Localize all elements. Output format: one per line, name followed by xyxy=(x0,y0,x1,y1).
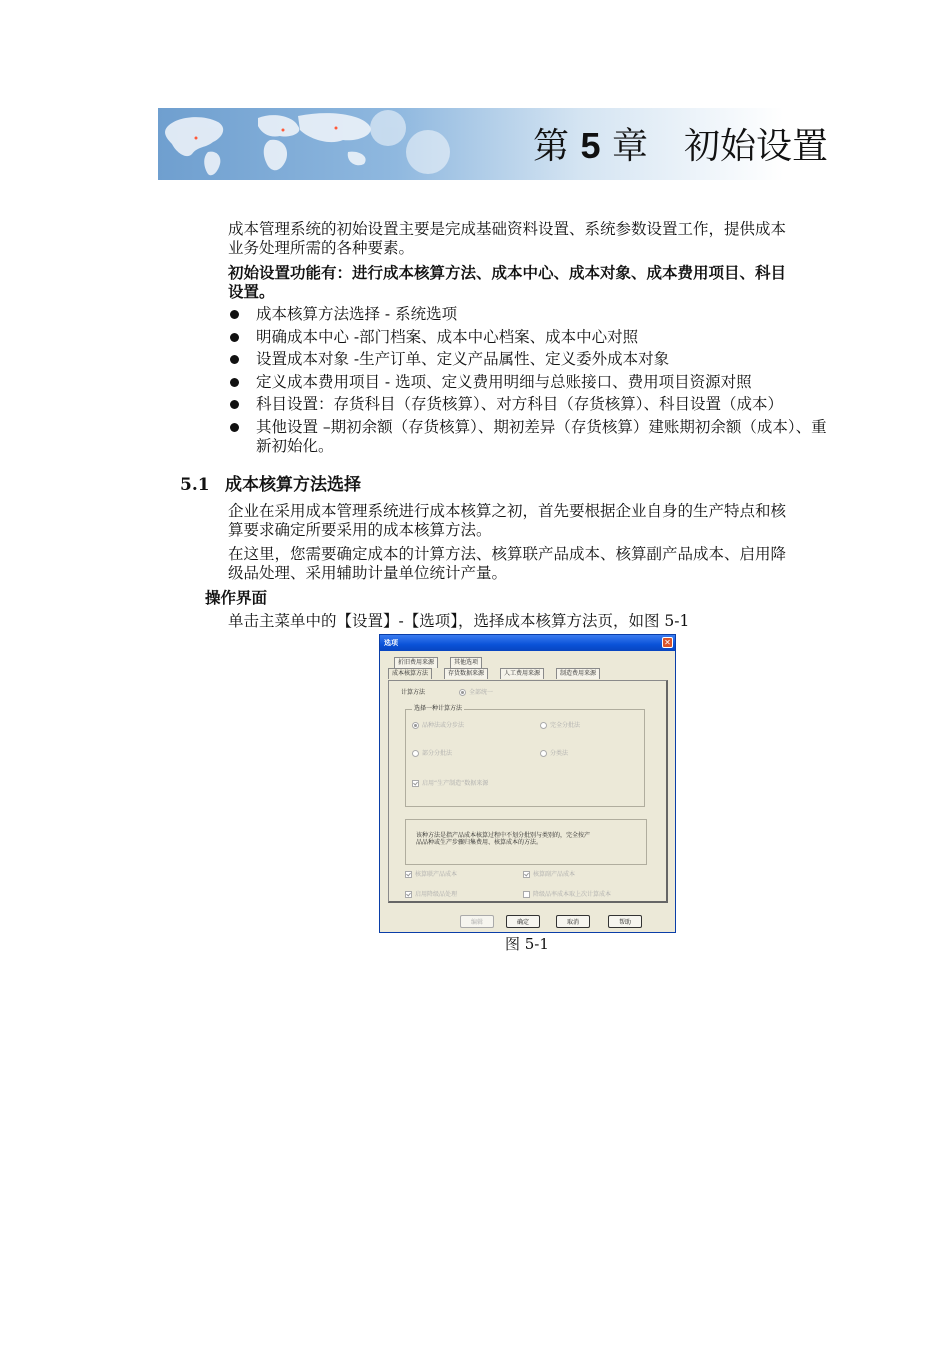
close-icon[interactable]: ✕ xyxy=(662,637,673,648)
body-paragraph-2: 在这里，您需要确定成本的计算方法、核算联产品成本、核算副产品成本、启用降 级品处理、采用辅助计量单位统计产量。 xyxy=(228,545,787,582)
by-product-checkbox[interactable]: 核算副产品成本 xyxy=(523,871,575,879)
tab-depreciation-source[interactable]: 折旧费用来源 xyxy=(394,657,438,668)
options-dialog xyxy=(379,634,676,933)
tab-inventory-source[interactable]: 存货数据来源 xyxy=(444,668,488,679)
chapter-prefix: 第 xyxy=(533,126,570,167)
method-group xyxy=(405,705,645,807)
method-group-title: 选择一种计算方法 xyxy=(414,705,463,712)
joint-product-checkbox[interactable]: 核算联产品成本 xyxy=(405,871,457,879)
intro-paragraph-1: 成本管理系统的初始设置主要是完成基础资料设置、系统参数设置工作，提供成本 业务处理所需的各种要素。 xyxy=(228,220,787,257)
help-button[interactable]: 帮助 xyxy=(608,915,642,928)
section-heading: 5.1 成本核算方法选择 xyxy=(180,475,361,495)
list-item: 科目设置：存货科目（存货核算）、对方科目（存货核算）、科目设置（成本） xyxy=(228,395,832,414)
function-list xyxy=(228,305,832,459)
chapter-number: 5 xyxy=(580,125,601,166)
operation-heading: 操作界面 xyxy=(205,588,268,607)
calc-method-label: 计算方法 xyxy=(401,689,426,696)
list-item: 明确成本中心 -部门档案、成本中心档案、成本中心对照 xyxy=(228,328,832,347)
tab-overhead-source[interactable]: 制造费用来源 xyxy=(556,668,600,679)
list-item: 其他设置 –期初余额（存货核算）、期初差异（存货核算）建账期初余额（成本）、重新初始化。 xyxy=(228,418,832,456)
tab-panel xyxy=(388,680,668,903)
calc-method-radio[interactable]: 全部统一 xyxy=(459,689,493,697)
tab-cost-method[interactable]: 成本核算方法 xyxy=(388,668,432,679)
description-line-2: 品品种或生产步骤归集费用、核算成本的方法。 xyxy=(416,839,543,846)
list-item: 设置成本对象 -生产订单、定义产品属性、定义委外成本对象 xyxy=(228,350,832,369)
world-map-image xyxy=(158,108,488,180)
dialog-titlebar xyxy=(380,635,675,651)
chapter-title-text: 初始设置 xyxy=(683,126,828,167)
option-full-batch[interactable]: 完全分批法 xyxy=(540,722,580,730)
body-paragraph-1: 企业在采用成本管理系统进行成本核算之初，首先要根据企业自身的生产特点和核 算要求确定所要采用的成本核算方法。 xyxy=(228,502,787,539)
enable-production-source-checkbox[interactable]: 启用“生产制造”数据来源 xyxy=(412,780,488,788)
degraded-product-checkbox[interactable]: 启用降级品处理 xyxy=(405,891,457,899)
chapter-banner xyxy=(158,108,838,180)
method-description-box xyxy=(405,819,647,865)
list-item: 定义成本费用项目 - 选项、定义费用明细与总账接口、费用项目资源对照 xyxy=(228,373,832,392)
tab-labor-source[interactable]: 人工费用来源 xyxy=(500,668,544,679)
description-line-1: 该种方法是指产品成本核算过程中不划分批别与类别的，完全按产 xyxy=(416,832,591,839)
degraded-cost-checkbox[interactable]: 降级品率成本取上次计算成本 xyxy=(523,891,611,899)
intro-paragraph-2: 初始设置功能有：进行成本核算方法、成本中心、成本对象、成本费用项目、科目 设置。 xyxy=(228,263,787,301)
figure-caption: 图 5-1 xyxy=(505,935,549,953)
chapter-title xyxy=(533,118,828,169)
option-classification[interactable]: 分类法 xyxy=(540,750,568,758)
option-partial-batch[interactable]: 部分分批法 xyxy=(412,750,452,758)
cancel-button[interactable]: 取消 xyxy=(556,915,590,928)
list-item: 成本核算方法选择 - 系统选项 xyxy=(228,305,832,324)
dialog-title: 选项 xyxy=(384,639,398,647)
option-category-process[interactable]: 品种法或分步法 xyxy=(412,722,464,730)
chapter-suffix: 章 xyxy=(611,126,648,167)
edit-button[interactable]: 编辑 xyxy=(460,915,494,928)
ok-button[interactable]: 确定 xyxy=(506,915,540,928)
tab-other-options[interactable]: 其他选项 xyxy=(450,657,482,668)
operation-text: 单击主菜单中的【设置】-【选项】，选择成本核算方法页，如图 5-1 xyxy=(228,612,690,630)
